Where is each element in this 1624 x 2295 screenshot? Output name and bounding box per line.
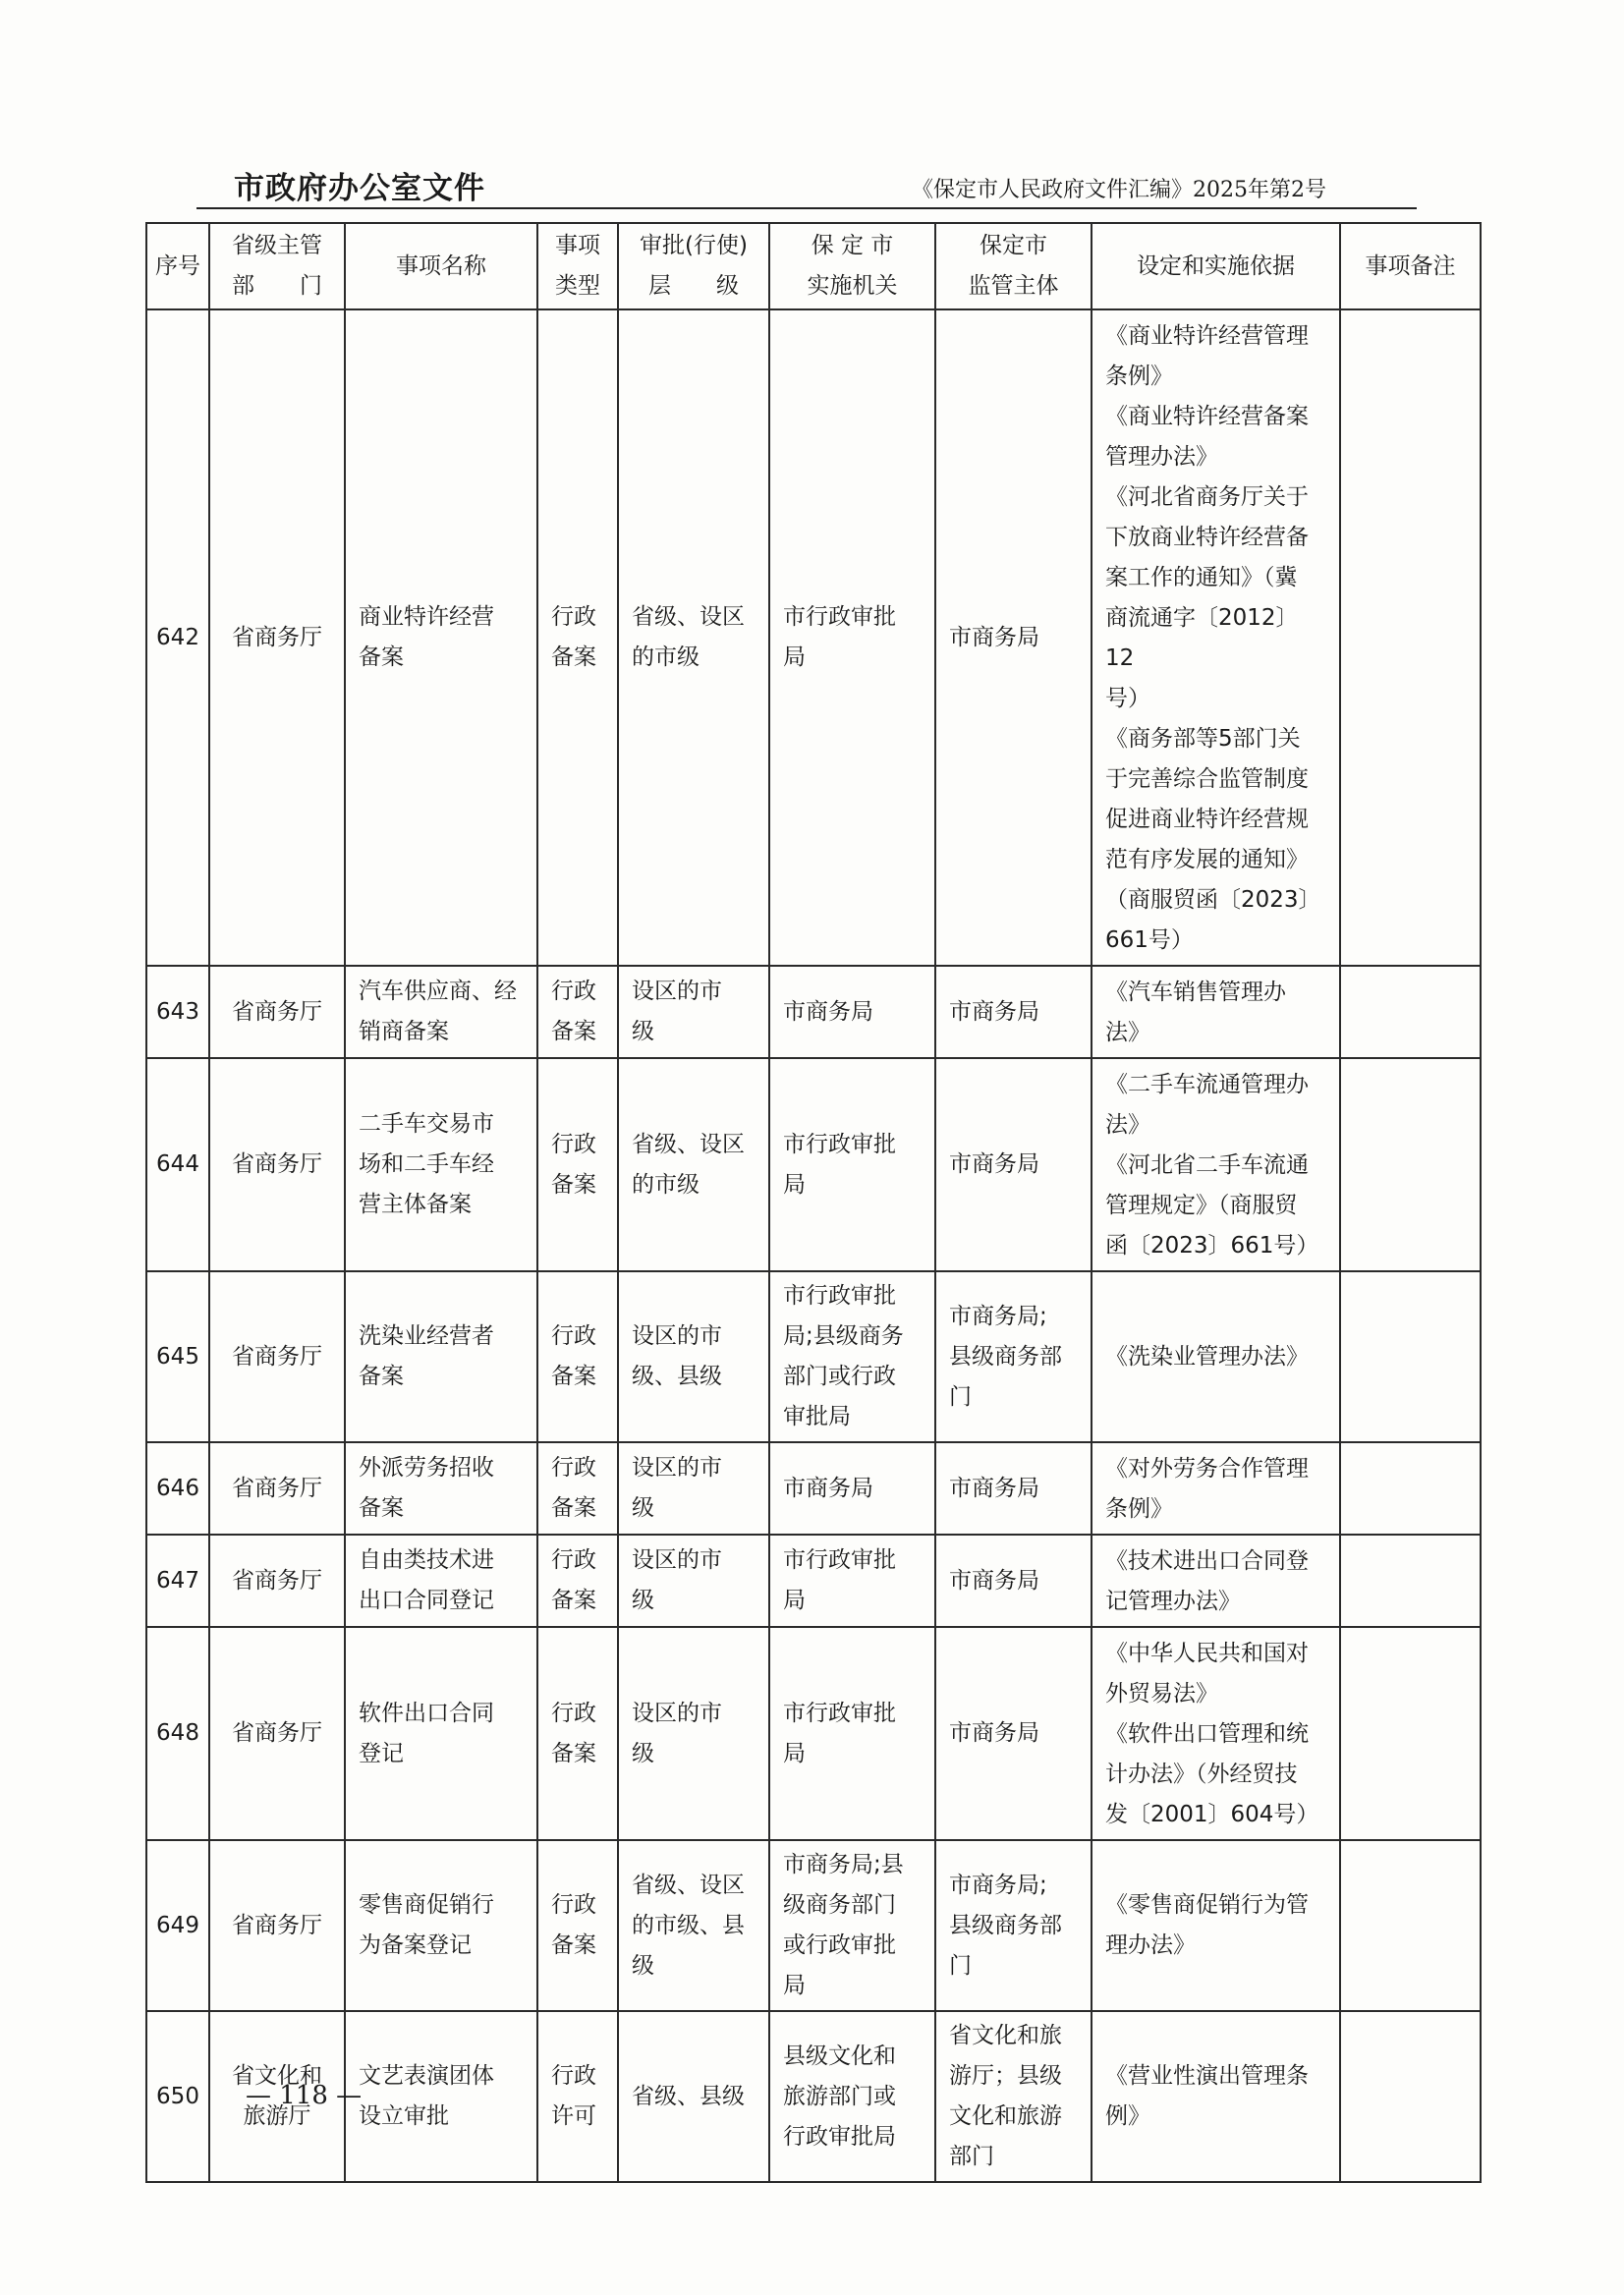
cell-type: 行政 备案	[537, 1627, 618, 1840]
cell-name: 零售商促销行 为备案登记	[345, 1840, 537, 2011]
cell-supervisor: 省文化和旅 游厅；县级 文化和旅游 部门	[935, 2011, 1092, 2182]
cell-name: 二手车交易市 场和二手车经 营主体备案	[345, 1058, 537, 1271]
cell-remark	[1340, 1058, 1481, 1271]
cell-remark	[1340, 1271, 1481, 1442]
cell-basis: 《对外劳务合作管理 条例》	[1092, 1442, 1340, 1535]
cell-name: 商业特许经营 备案	[345, 309, 537, 966]
publication-title: 《保定市人民政府文件汇编》2025年第2号	[912, 178, 1326, 202]
header-divider	[196, 207, 1417, 209]
header-basis: 设定和实施依据	[1092, 223, 1340, 309]
cell-dept: 省商务厅	[209, 1627, 345, 1840]
cell-agency: 市行政审批 局	[769, 1627, 935, 1840]
cell-level: 设区的市 级	[618, 1627, 769, 1840]
page-number: — 118 —	[246, 2081, 363, 2110]
cell-seq: 645	[146, 1271, 209, 1442]
cell-type: 行政 备案	[537, 1840, 618, 2011]
cell-name: 软件出口合同 登记	[345, 1627, 537, 1840]
cell-type: 行政 备案	[537, 1535, 618, 1627]
cell-dept: 省商务厅	[209, 1442, 345, 1535]
table-header-row	[146, 223, 1481, 309]
header-type: 事项 类型	[537, 223, 618, 309]
cell-basis: 《营业性演出管理条 例》	[1092, 2011, 1340, 2182]
cell-supervisor: 市商务局	[935, 1627, 1092, 1840]
cell-name: 外派劳务招收 备案	[345, 1442, 537, 1535]
cell-seq: 650	[146, 2011, 209, 2182]
cell-remark	[1340, 1535, 1481, 1627]
cell-supervisor: 市商务局	[935, 966, 1092, 1058]
table-row	[146, 1535, 1481, 1627]
header-remark: 事项备注	[1340, 223, 1481, 309]
table-row	[146, 1271, 1481, 1442]
cell-agency: 市商务局	[769, 966, 935, 1058]
cell-level: 设区的市 级	[618, 1535, 769, 1627]
document-source-title: 市政府办公室文件	[234, 171, 485, 206]
cell-level: 省级、设区 的市级、县 级	[618, 1840, 769, 2011]
cell-dept: 省商务厅	[209, 1058, 345, 1271]
cell-type: 行政 备案	[537, 966, 618, 1058]
table-row	[146, 309, 1481, 966]
cell-agency: 市商务局;县 级商务部门 或行政审批 局	[769, 1840, 935, 2011]
cell-name: 洗染业经营者 备案	[345, 1271, 537, 1442]
cell-level: 省级、设区 的市级	[618, 1058, 769, 1271]
cell-type: 行政 备案	[537, 1058, 618, 1271]
cell-basis: 《二手车流通管理办 法》 《河北省二手车流通 管理规定》（商服贸 函〔2023〕661号）	[1092, 1058, 1340, 1271]
cell-agency: 市行政审批 局;县级商务 部门或行政 审批局	[769, 1271, 935, 1442]
administrative-items-table	[145, 222, 1482, 2183]
header-supervisor: 保定市 监管主体	[935, 223, 1092, 309]
cell-remark	[1340, 1627, 1481, 1840]
cell-basis: 《汽车销售管理办 法》	[1092, 966, 1340, 1058]
cell-dept: 省文化和 旅游厅	[209, 2011, 345, 2182]
cell-name: 文艺表演团体 设立审批	[345, 2011, 537, 2182]
cell-remark	[1340, 1840, 1481, 2011]
cell-name: 汽车供应商、经 销商备案	[345, 966, 537, 1058]
cell-level: 设区的市 级、县级	[618, 1271, 769, 1442]
cell-type: 行政 许可	[537, 2011, 618, 2182]
cell-dept: 省商务厅	[209, 1535, 345, 1627]
cell-agency: 市行政审批 局	[769, 1058, 935, 1271]
cell-type: 行政 备案	[537, 309, 618, 966]
cell-seq: 642	[146, 309, 209, 966]
cell-supervisor: 市商务局; 县级商务部 门	[935, 1271, 1092, 1442]
cell-type: 行政 备案	[537, 1442, 618, 1535]
header-name: 事项名称	[345, 223, 537, 309]
cell-seq: 644	[146, 1058, 209, 1271]
header-level: 审批(行使) 层 级	[618, 223, 769, 309]
cell-basis: 《技术进出口合同登 记管理办法》	[1092, 1535, 1340, 1627]
cell-dept: 省商务厅	[209, 309, 345, 966]
cell-agency: 县级文化和 旅游部门或 行政审批局	[769, 2011, 935, 2182]
cell-supervisor: 市商务局	[935, 309, 1092, 966]
table-row	[146, 1442, 1481, 1535]
cell-seq: 646	[146, 1442, 209, 1535]
cell-agency: 市行政审批 局	[769, 1535, 935, 1627]
cell-remark	[1340, 2011, 1481, 2182]
cell-basis: 《中华人民共和国对 外贸易法》 《软件出口管理和统 计办法》（外经贸技 发〔2001〕604号）	[1092, 1627, 1340, 1840]
cell-level: 设区的市 级	[618, 966, 769, 1058]
cell-basis: 《商业特许经营管理 条例》 《商业特许经营备案 管理办法》 《河北省商务厅关于 下放商业特许经营备 案工作的通知》（冀 商流通字〔2012〕12 号） 《商务部等5部门关 于完善综合监管制度 促进商业特许经营规 范有序发展的通知》 （商服贸函〔2023〕 661号）	[1092, 309, 1340, 966]
cell-remark	[1340, 1442, 1481, 1535]
cell-level: 设区的市 级	[618, 1442, 769, 1535]
cell-dept: 省商务厅	[209, 1840, 345, 2011]
cell-seq: 647	[146, 1535, 209, 1627]
cell-level: 省级、县级	[618, 2011, 769, 2182]
cell-name: 自由类技术进 出口合同登记	[345, 1535, 537, 1627]
cell-seq: 649	[146, 1840, 209, 2011]
cell-seq: 648	[146, 1627, 209, 1840]
cell-level: 省级、设区 的市级	[618, 309, 769, 966]
cell-type: 行政 备案	[537, 1271, 618, 1442]
table-row	[146, 1840, 1481, 2011]
header-seq: 序号	[146, 223, 209, 309]
cell-remark	[1340, 966, 1481, 1058]
table-row	[146, 966, 1481, 1058]
cell-remark	[1340, 309, 1481, 966]
cell-seq: 643	[146, 966, 209, 1058]
cell-dept: 省商务厅	[209, 1271, 345, 1442]
cell-dept: 省商务厅	[209, 966, 345, 1058]
cell-supervisor: 市商务局	[935, 1535, 1092, 1627]
header-dept: 省级主管 部 门	[209, 223, 345, 309]
cell-agency: 市商务局	[769, 1442, 935, 1535]
cell-supervisor: 市商务局	[935, 1058, 1092, 1271]
cell-supervisor: 市商务局	[935, 1442, 1092, 1535]
header-agency: 保 定 市 实施机关	[769, 223, 935, 309]
cell-basis: 《洗染业管理办法》	[1092, 1271, 1340, 1442]
cell-supervisor: 市商务局; 县级商务部 门	[935, 1840, 1092, 2011]
cell-agency: 市行政审批 局	[769, 309, 935, 966]
table-row	[146, 1627, 1481, 1840]
cell-basis: 《零售商促销行为管 理办法》	[1092, 1840, 1340, 2011]
table-row	[146, 1058, 1481, 1271]
